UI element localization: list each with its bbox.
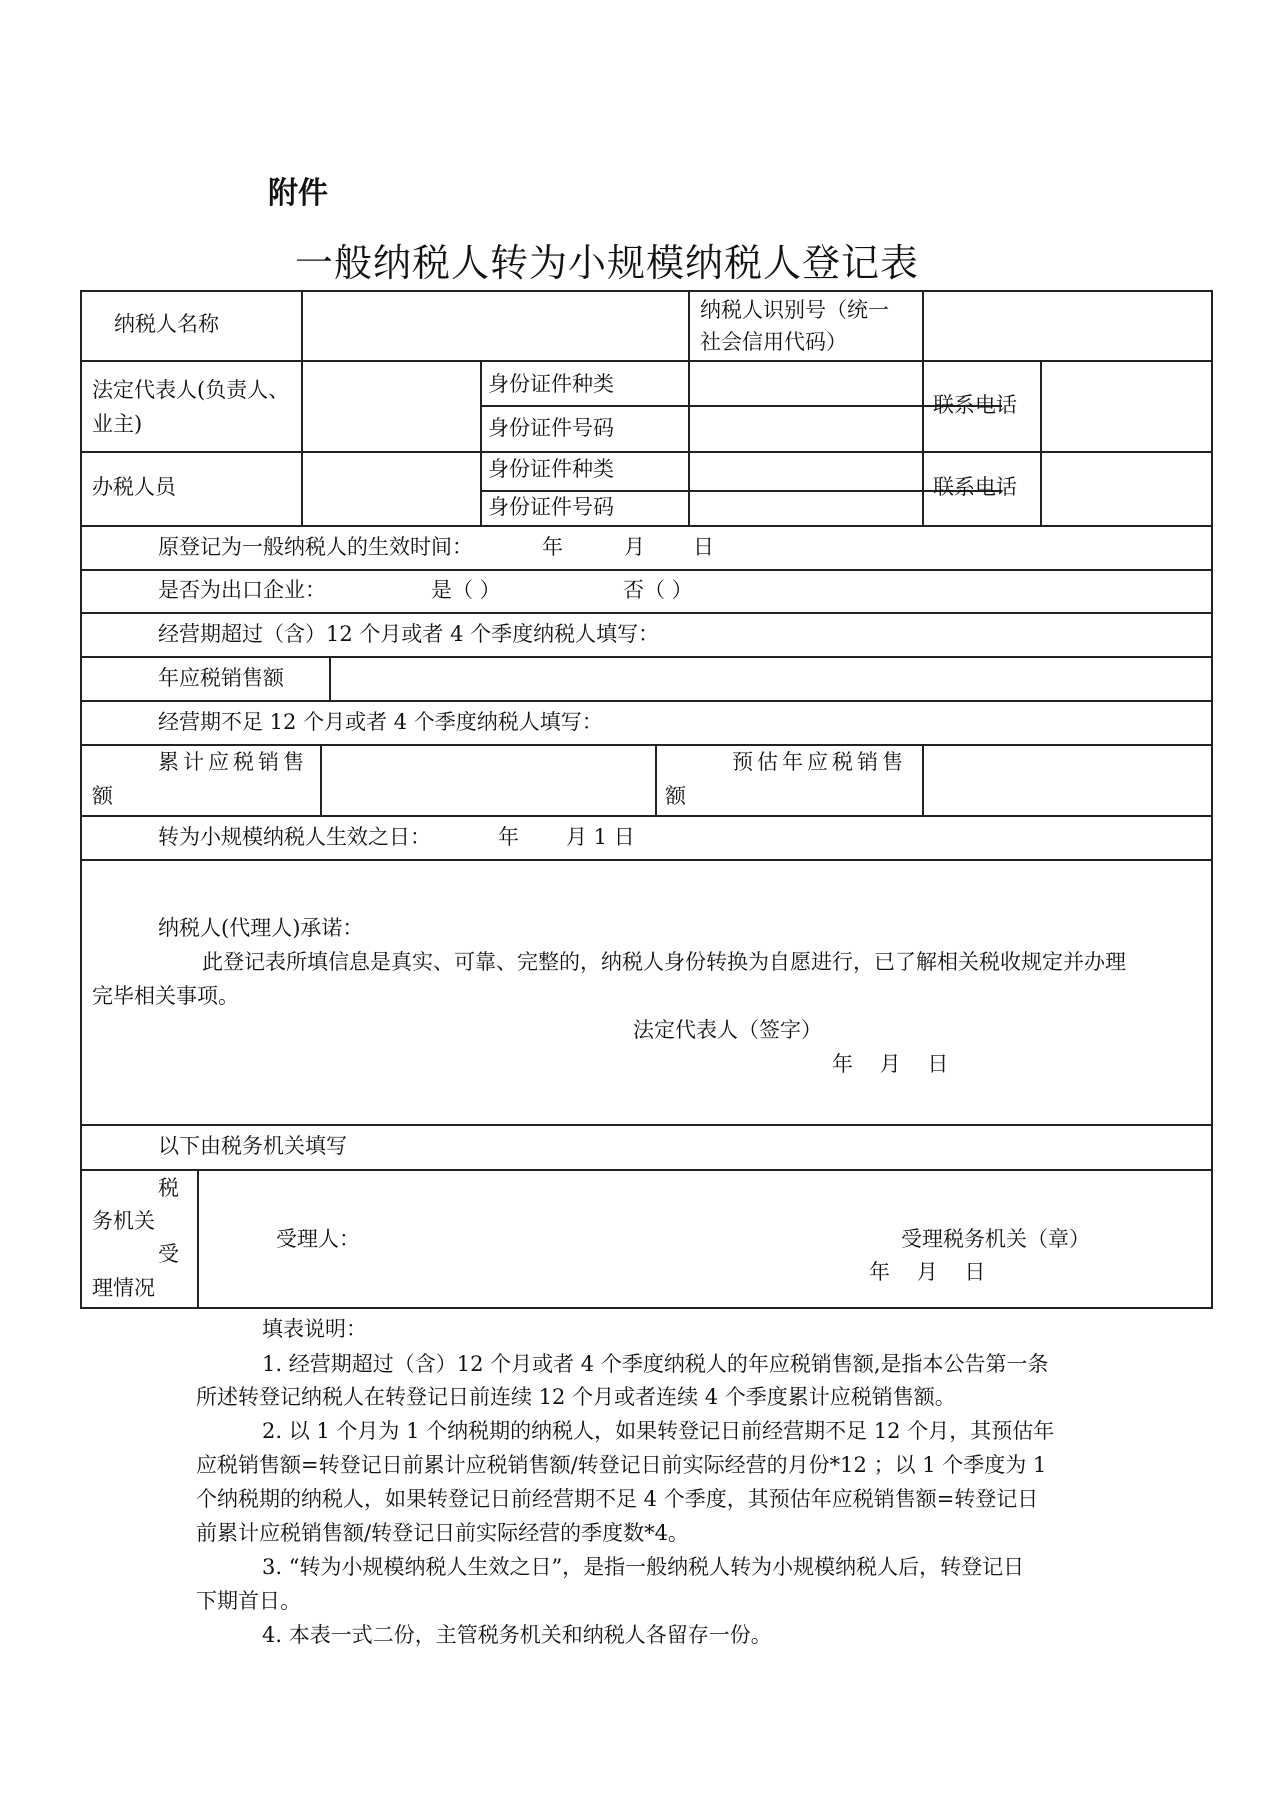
row-line	[80, 656, 1213, 658]
cumulative-sales-label: 累计应税销售	[158, 750, 308, 774]
acceptance-side-label: 理情况	[92, 1276, 155, 1300]
taxpayer-id-label-cont: 社会信用代码）	[700, 330, 847, 354]
cumulative-sales-label-cont: 额	[92, 784, 113, 808]
col-line	[1040, 360, 1042, 525]
note-2-cont: 个纳税期的纳税人，如果转登记日前经营期不足 4 个季度，其预估年应税销售额=转登记日	[196, 1487, 1039, 1511]
note-2-cont: 前累计应税销售额/转登记日前实际经营的季度数*4。	[196, 1521, 689, 1545]
over-12-months-label: 经营期超过（含）12 个月或者 4 个季度纳税人填写：	[158, 622, 660, 646]
export-enterprise-label: 是否为出口企业：	[158, 578, 326, 602]
effective-date-label: 转为小规模纳税人生效之日：	[158, 825, 431, 849]
row-line	[80, 1169, 1213, 1171]
legal-rep-label-cont: 业主)	[92, 412, 143, 436]
row-line	[80, 700, 1213, 702]
note-4: 4. 本表一式二份，主管税务机关和纳税人各留存一份。	[262, 1623, 772, 1647]
export-no-option[interactable]: 否（ ）	[623, 578, 693, 602]
original-registration-day: 日	[693, 535, 714, 559]
taxpayer-id-label: 纳税人识别号（统一	[700, 298, 889, 322]
row-line	[80, 569, 1213, 571]
phone-label: 联系电话	[933, 393, 1017, 417]
acceptance-side-label: 税	[158, 1176, 179, 1200]
note-3: 3. “转为小规模纳税人生效之日”，是指一般纳税人转为小规模纳税人后，转登记日	[262, 1555, 1025, 1579]
registration-form-table	[80, 290, 1213, 1309]
col-line	[922, 290, 924, 525]
row-line	[80, 360, 1213, 362]
handler-id-number-label: 身份证件号码	[488, 495, 614, 519]
handler-phone-label: 联系电话	[933, 475, 1017, 499]
original-registration-label: 原登记为一般纳税人的生效时间：	[158, 535, 473, 559]
original-registration-year: 年	[542, 535, 563, 559]
row-line	[80, 859, 1213, 861]
col-line	[329, 656, 331, 700]
tax-office-section-label: 以下由税务机关填写	[158, 1134, 347, 1158]
table-border-top	[80, 290, 1213, 292]
id-type-label: 身份证件种类	[488, 372, 614, 396]
col-line	[320, 744, 322, 815]
tax-office-seal-label: 受理税务机关（章）	[901, 1227, 1090, 1251]
row-line	[80, 612, 1213, 614]
col-line	[480, 360, 482, 525]
note-2: 2. 以 1 个月为 1 个纳税期的纳税人，如果转登记日前经营期不足 12 个月，其预估年	[262, 1419, 1055, 1443]
id-number-label: 身份证件号码	[488, 416, 614, 440]
col-line	[197, 1169, 199, 1307]
legal-rep-label: 法定代表人(负责人、	[92, 378, 290, 402]
acceptance-date: 年 月 日	[869, 1260, 986, 1284]
original-registration-month: 月	[624, 535, 645, 559]
attachment-label: 附件	[268, 176, 328, 211]
col-line	[688, 290, 690, 360]
col-line	[301, 290, 303, 525]
taxpayer-name-label: 纳税人名称	[114, 312, 219, 336]
acceptance-side-label: 务机关	[92, 1209, 155, 1233]
row-line	[80, 1124, 1213, 1126]
col-line	[922, 744, 924, 815]
promise-body-cont: 完毕相关事项。	[92, 984, 239, 1008]
col-line	[655, 744, 657, 815]
receiver-label: 受理人：	[276, 1227, 360, 1251]
table-border-bottom	[80, 1307, 1213, 1309]
promise-title: 纳税人(代理人)承诺：	[158, 916, 364, 940]
tax-handler-label: 办税人员	[92, 475, 176, 499]
handler-id-type-label: 身份证件种类	[488, 457, 614, 481]
row-line	[480, 405, 1002, 407]
table-border-left	[80, 290, 82, 1309]
note-1: 1. 经营期超过（含）12 个月或者 4 个季度纳税人的年应税销售额,是指本公告第一条	[262, 1352, 1049, 1376]
effective-date-month-day: 月 1 日	[566, 825, 635, 849]
col-line	[688, 360, 690, 525]
table-border-right	[1211, 290, 1213, 1309]
legal-rep-signature-label: 法定代表人（签字）	[633, 1018, 822, 1042]
acceptance-side-label: 受	[158, 1242, 179, 1266]
annual-sales-label: 年应税销售额	[158, 666, 284, 690]
export-yes-option[interactable]: 是（ ）	[431, 578, 501, 602]
note-2-cont: 应税销售额=转登记日前累计应税销售额/转登记日前实际经营的月份*12 ；以 1 个季度为 1	[196, 1453, 1047, 1477]
row-line	[80, 815, 1213, 817]
notes-heading: 填表说明：	[262, 1317, 367, 1341]
effective-date-year: 年	[498, 825, 519, 849]
estimated-sales-label-cont: 额	[665, 784, 686, 808]
under-12-months-label: 经营期不足 12 个月或者 4 个季度纳税人填写：	[158, 710, 603, 734]
promise-date: 年 月 日	[832, 1052, 949, 1076]
promise-body: 此登记表所填信息是真实、可靠、完整的，纳税人身份转换为自愿进行，已了解相关税收规定并办理	[202, 950, 1126, 974]
note-3-cont: 下期首日。	[196, 1589, 301, 1613]
form-title: 一般纳税人转为小规模纳税人登记表	[294, 241, 919, 285]
note-1-cont: 所述转登记纳税人在转登记日前连续 12 个月或者连续 4 个季度累计应税销售额。	[196, 1385, 956, 1409]
row-line	[80, 525, 1213, 527]
estimated-sales-label: 预估年应税销售	[732, 750, 907, 774]
row-line	[80, 451, 1213, 453]
